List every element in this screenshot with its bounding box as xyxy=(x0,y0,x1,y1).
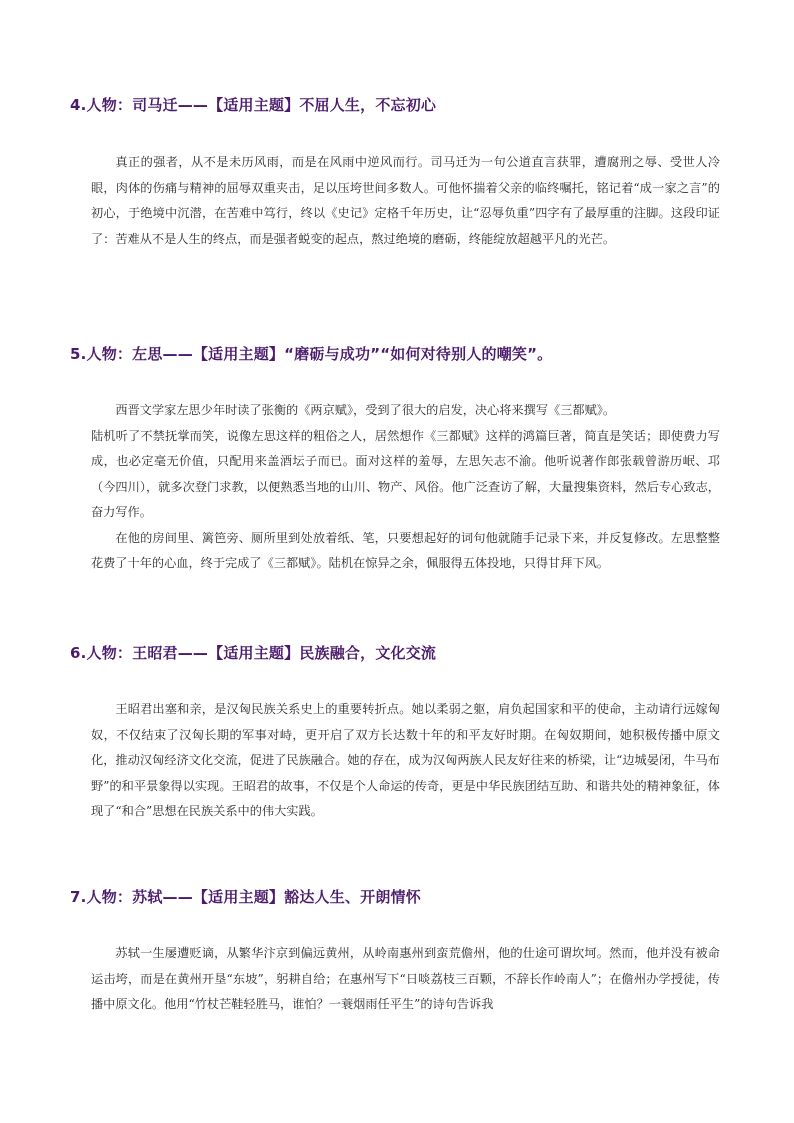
section-heading-wang-zhaojun: 6.人物：王昭君——【适用主题】民族融合，文化交流 xyxy=(70,644,437,662)
paragraph: 真正的强者，从不是未历风雨，而是在风雨中逆风而行。司马迁为一句公道直言获罪，遭腐刑之辱、受世人冷眼，肉体的伤痛与精神的屈辱双重夹击，足以压垮世间多数人。可他怀揣着父亲的临终嘱托，铭记着“成一家之言”的初心，于绝境中沉潜，在苦难中笃行，终以《史记》定格千年历史，让“忍辱负重”四字有了最厚重的注脚。这段印证了：苦难从不是人生的终点，而是强者蜕变的起点，熬过绝境的磨砺，终能绽放超越平凡的光芒。 xyxy=(91,155,720,246)
paragraph: 西晋文学家左思少年时读了张衡的《两京赋》，受到了很大的启发，决心将来撰写《三都赋》。 xyxy=(115,403,616,417)
section-heading-su-shi: 7.人物：苏轼——【适用主题】豁达人生、开朗情怀 xyxy=(70,888,421,906)
paragraph: 陆机听了不禁抚掌而笑，说像左思这样的粗俗之人，居然想作《三都赋》这样的鸿篇巨著，简直是笑话；即使费力写成，也必定毫无价值，只配用来盖酒坛子而已。面对这样的羞辱，左思矢志不渝。他听说著作郎张载曾游历岷、邛（今四川），就多次登门求教，以便熟悉当地的山川、物产、风俗。他广泛查访了解，大量搜集资料，然后专心致志，奋力写作。 xyxy=(91,428,720,519)
section-heading-zuo-si: 5.人物：左思——【适用主题】“磨砺与成功”“如何对待别人的嘲笑”。 xyxy=(70,345,553,363)
section-heading-sima-qian: 4.人物：司马迁——【适用主题】不屈人生，不忘初心 xyxy=(70,96,437,114)
section-body-zuo-si xyxy=(91,398,720,577)
section-body-su-shi xyxy=(91,941,720,1018)
paragraph: 在他的房间里、篱笆旁、厕所里到处放着纸、笔，只要想起好的词句他就随手记录下来，并反复修改。左思整整花费了十年的心血，终于完成了《三都赋》。陆机在惊异之余，佩服得五体投地，只得甘拜下风。 xyxy=(91,530,720,570)
section-body-wang-zhaojun xyxy=(91,697,720,825)
section-body-sima-qian xyxy=(91,150,720,252)
paragraph: 苏轼一生屡遭贬谪，从繁华汴京到偏远黄州，从岭南惠州到蛮荒儋州，他的仕途可谓坎坷。然而，他并没有被命运击垮，而是在黄州开垦“东坡”，躬耕自给；在惠州写下“日啖荔枝三百颗，不辞长作岭南人”；在儋州办学授徒，传播中原文化。他用“竹杖芒鞋轻胜马，谁怕？一蓑烟雨任平生”的诗句告诉我 xyxy=(91,946,720,1011)
paragraph: 王昭君出塞和亲，是汉匈民族关系史上的重要转折点。她以柔弱之躯，肩负起国家和平的使命，主动请行远嫁匈奴，不仅结束了汉匈长期的军事对峙，更开启了双方长达数十年的和平友好时期。在匈奴期间，她积极传播中原文化，推动汉匈经济文化交流，促进了民族融合。她的存在，成为汉匈两族人民友好往来的桥梁，让“边城晏闭，牛马布野”的和平景象得以实现。王昭君的故事，不仅是个人命运的传奇，更是中华民族团结互助、和谐共处的精神象征，体现了“和合”思想在民族关系中的伟大实践。 xyxy=(91,702,720,818)
